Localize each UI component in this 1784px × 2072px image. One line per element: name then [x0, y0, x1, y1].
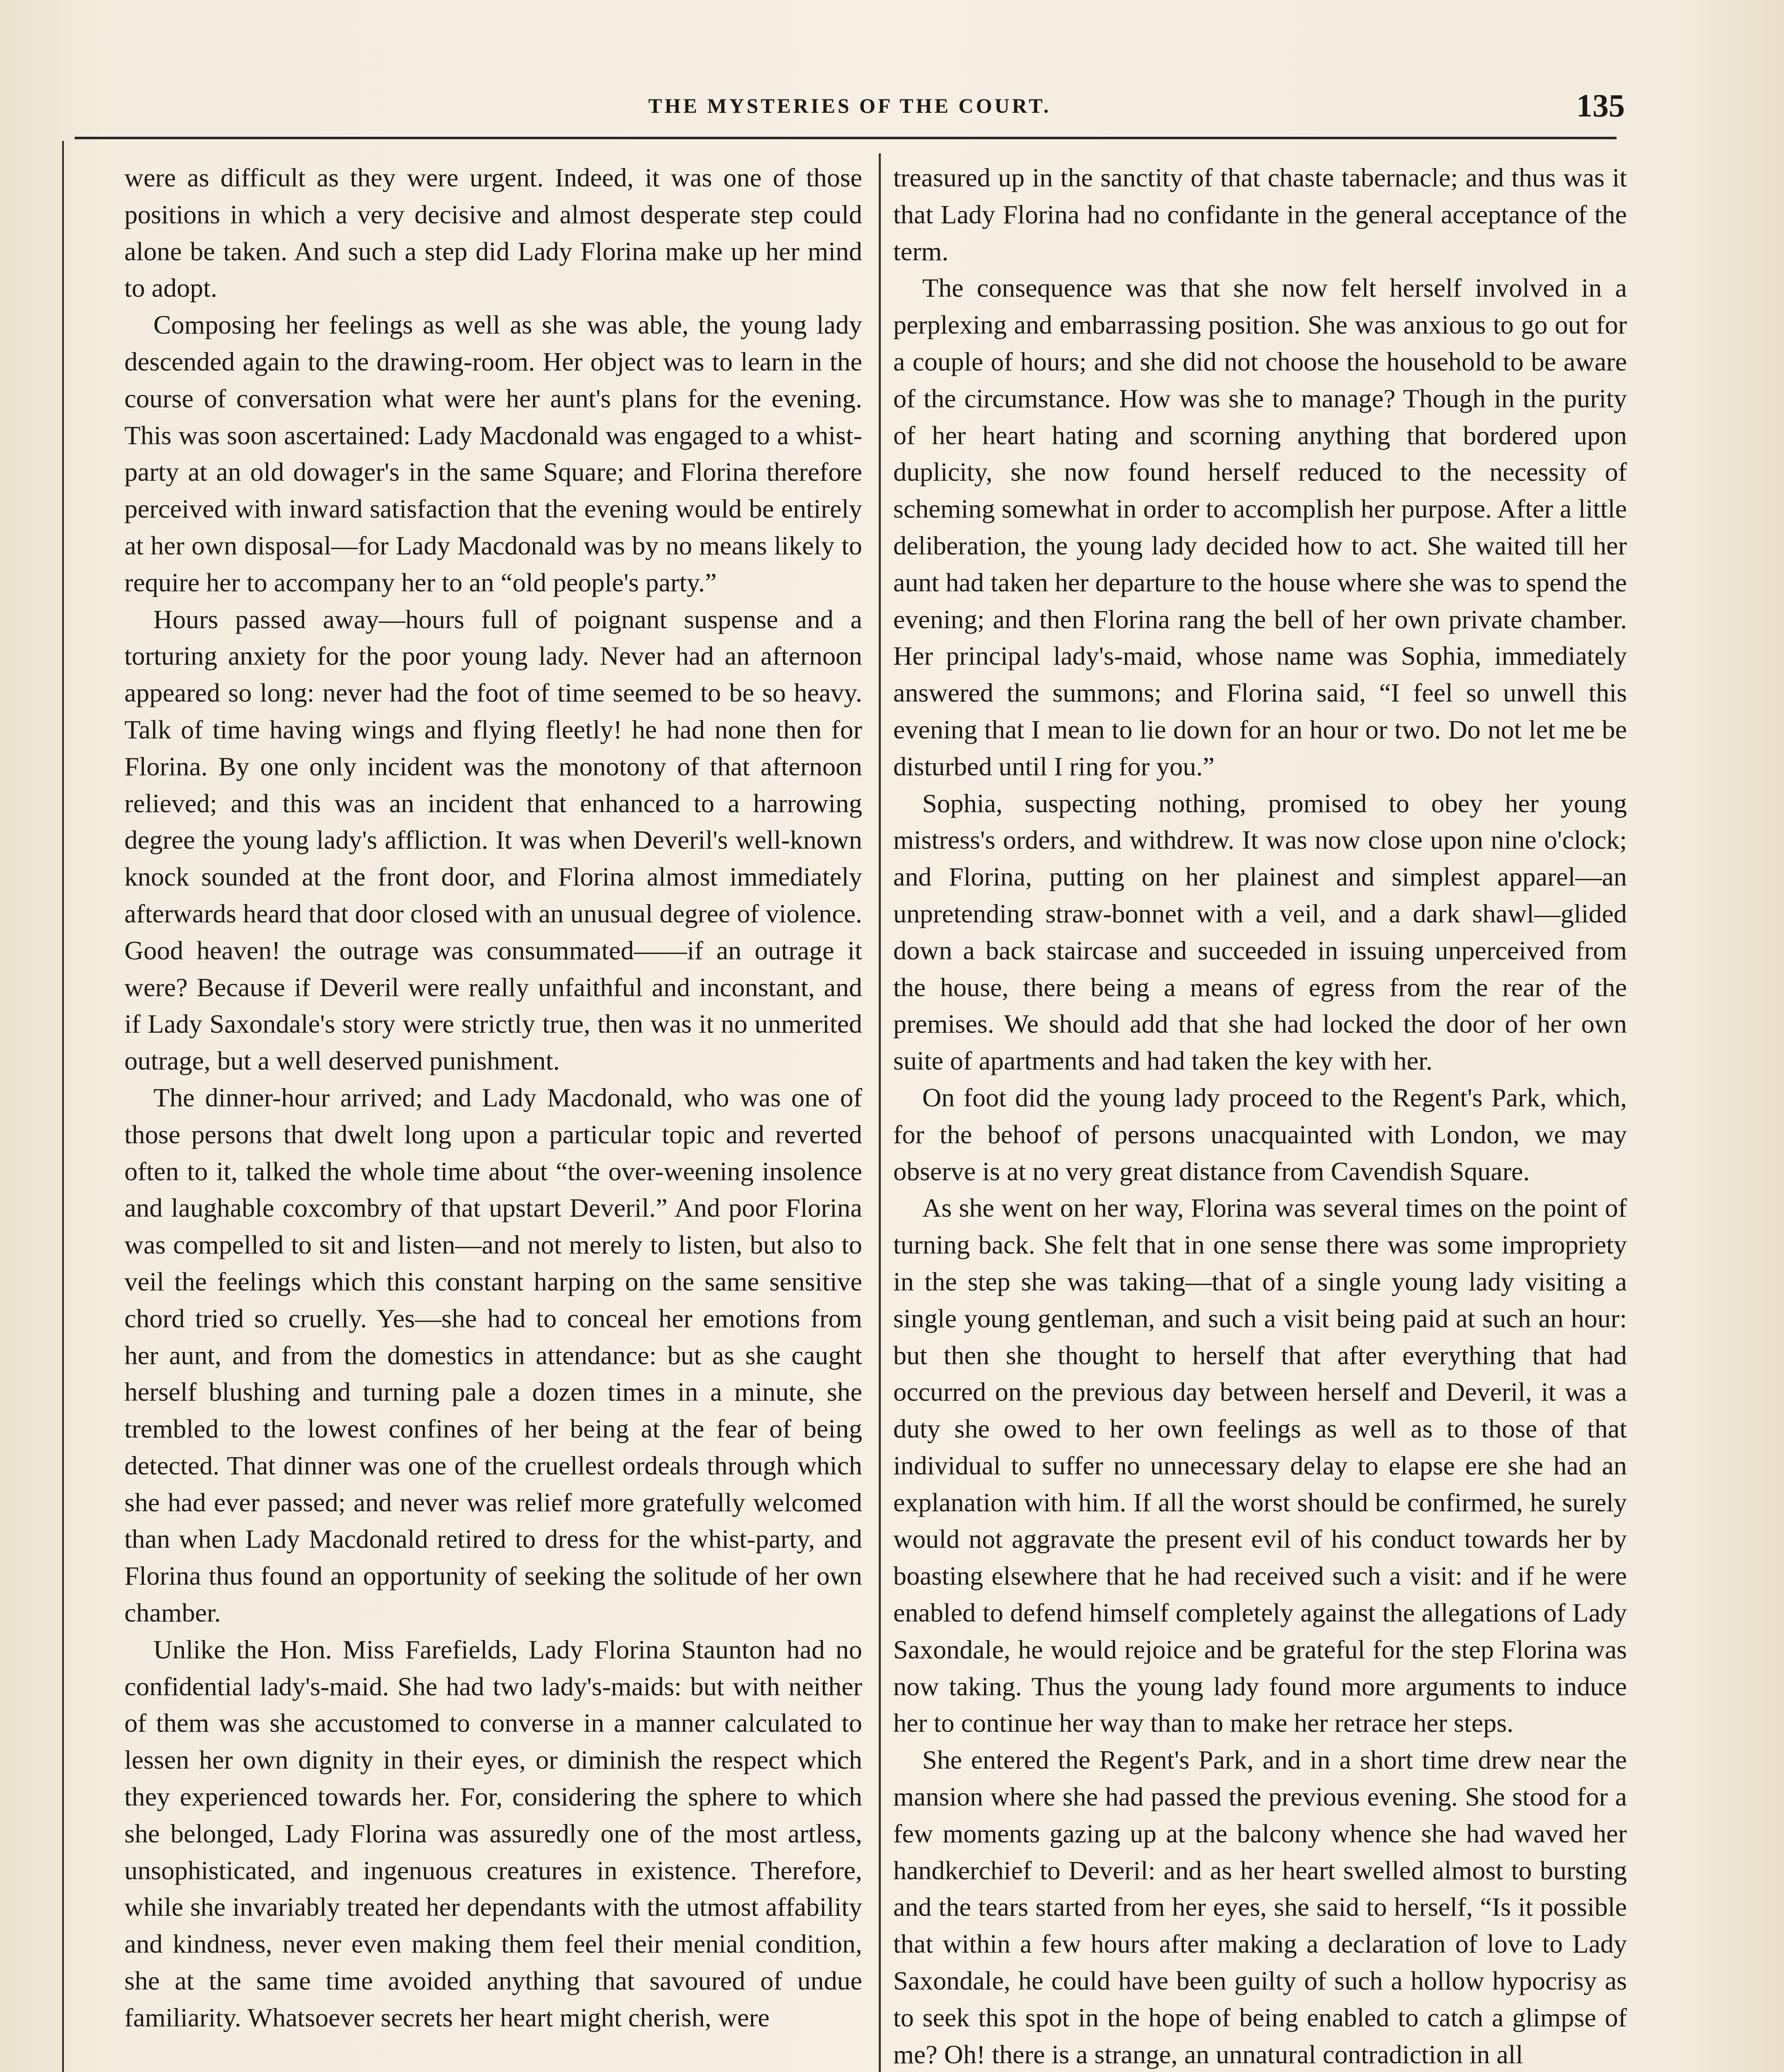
- paragraph: Hours passed away—hours full of poignant suspense and a torturing anxiety for the poor young lady. Never had an afternoon appeared so long: never had the foot of time seemed to be so heavy. Talk of time having wings and flying fleetly! he had none then for Florina. By one only incident was the monotony of that afternoon relieved; and this was an incident that enhanced to a harrowing degree the young lady's affliction. It was when Deveril's well-known knock sounded at the front door, and Florina almost immediately afterwards heard that door closed with an unusual degree of violence. Good heaven! the outrage was consummated——if an outrage it were? Because if Deveril were really unfaithful and inconstant, and if Lady Saxondale's story were strictly true, then was it no unmerited outrage, but a well deserved punishment.: [124, 604, 862, 1076]
- column-divider: [879, 153, 881, 2072]
- paragraph: Composing her feelings as well as she was able, the young lady descended again to the drawing-room. Her object was to learn in the course of conversation what were her aunt's plans for the evening. This was soon ascertained: Lady Macdonald was engaged to a whist-party at an old dowager's in the same Square; and Florina therefore perceived with inward satisfaction that the evening would be entirely at her own disposal—for Lady Macdonald was by no means likely to require her to accompany her to an “old people's party.”: [124, 310, 862, 597]
- paragraph: treasured up in the sanctity of that chaste tabernacle; and thus was it that Lady Florina had no confidante in the general acceptance of the term.: [893, 163, 1627, 266]
- paragraph: She entered the Regent's Park, and in a short time drew near the mansion where she had passed the previous evening. She stood for a few moments gazing up at the balcony whence she had waved her handkerchief to Deveril: and as her heart swelled almost to bursting and the tears started from her eyes, she said to herself, “Is it possible that within a few hours after making a declaration of love to Lady Saxondale, he could have been guilty of such a hollow hypocrisy as to seek this spot in the hope of being enabled to catch a glimpse of me? Oh! there is a strange, an unnatural contradiction in all: [893, 1745, 1627, 2069]
- running-title: THE MYSTERIES OF THE COURT.: [648, 94, 1051, 117]
- paragraph: As she went on her way, Florina was several times on the point of turning back. She felt that in one sense there was some impropriety in the step she was taking—that of a single young lady visiting a single young gentleman, and such a visit being paid at such an hour: but then she thought to herself that after everything that had occurred on the previous day between herself and Deveril, it was a duty she owed to her own feelings as well as to those of that individual to suffer no unnecessary delay to elapse ere she had an explanation with him. If all the worst should be confirmed, he surely would not aggravate the present evil of his conduct towards her by boasting elsewhere that he had received such a visit: and if he were enabled to defend himself completely against the allegations of Lady Saxondale, he would rejoice and be grateful for the step Florina was now taking. Thus the young lady found more arguments to induce her to continue her way than to make her retrace her steps.: [893, 1193, 1627, 1738]
- right-column: [893, 160, 1627, 2072]
- paragraph: were as difficult as they were urgent. Indeed, it was one of those positions in which a very decisive and almost desperate step could alone be taken. And such a step did Lady Florina make up her mind to adopt.: [124, 163, 862, 303]
- paragraph: On foot did the young lady proceed to the Regent's Park, which, for the behoof of persons unacquainted with London, we may observe is at no very great distance from Cavendish Square.: [893, 1082, 1627, 1186]
- paragraph: Sophia, suspecting nothing, promised to obey her young mistress's orders, and withdrew. It was now close upon nine o'clock; and Florina, putting on her plainest and simplest apparel—an unpretending straw-bonnet with a veil, and a dark shawl—glided down a back staircase and succeeded in issuing unperceived from the house, there being a means of egress from the rear of the premises. We should add that she had locked the door of her own suite of apartments and had taken the key with her.: [893, 788, 1627, 1076]
- page-number: 135: [1576, 87, 1625, 123]
- paragraph: The consequence was that she now felt herself involved in a perplexing and embarrassing position. She was anxious to go out for a couple of hours; and she did not choose the household to be aware of the circumstance. How was she to manage? Though in the purity of her heart hating and scorning anything that bordered upon duplicity, she now found herself reduced to the necessity of scheming somewhat in order to accomplish her purpose. After a little deliberation, the young lady decided how to act. She waited till her aunt had taken her departure to the house where she was to spend the evening; and then Florina rang the bell of her own private chamber. Her principal lady's-maid, whose name was Sophia, immediately answered the summons; and Florina said, “I feel so unwell this evening that I mean to lie down for an hour or two. Do not let me be disturbed until I ring for you.”: [893, 273, 1627, 781]
- left-column: [124, 160, 862, 2072]
- paragraph: The dinner-hour arrived; and Lady Macdonald, who was one of those persons that dwelt long upon a particular topic and reverted often to it, talked the whole time about “the over-weening insolence and laughable coxcombry of that upstart Deveril.” And poor Florina was compelled to sit and listen—and not merely to listen, but also to veil the feelings which this constant harping on the same sensitive chord tried so cruelly. Yes—she had to conceal her emotions from her aunt, and from the domestics in attendance: but as she caught herself blushing and turning pale a dozen times in a minute, she trembled to the lowest confines of her being at the fear of being detected. That dinner was one of the cruellest ordeals through which she had ever passed; and never was relief more gratefully welcomed than when Lady Macdonald retired to dress for the whist-party, and Florina thus found an opportunity of seeking the solitude of her own chamber.: [124, 1082, 862, 1628]
- running-header: [66, 79, 1633, 124]
- paragraph: Unlike the Hon. Miss Farefields, Lady Florina Staunton had no confidential lady's-maid. She had two lady's-maids: but with neither of them was she accustomed to converse in a manner calculated to lessen her own dignity in their eyes, or diminish the respect which they experienced towards her. For, considering the sphere to which she belonged, Lady Florina was assuredly one of the most artless, unsophisticated, and ingenuous creatures in existence. Therefore, while she invariably treated her dependants with the utmost affability and kindness, never even making them feel their menial condition, she at the same time avoided anything that savoured of undue familiarity. Whatsoever secrets her heart might cherish, were: [124, 1634, 862, 2032]
- left-margin-rule: [62, 141, 64, 2072]
- top-rule: [75, 137, 1617, 139]
